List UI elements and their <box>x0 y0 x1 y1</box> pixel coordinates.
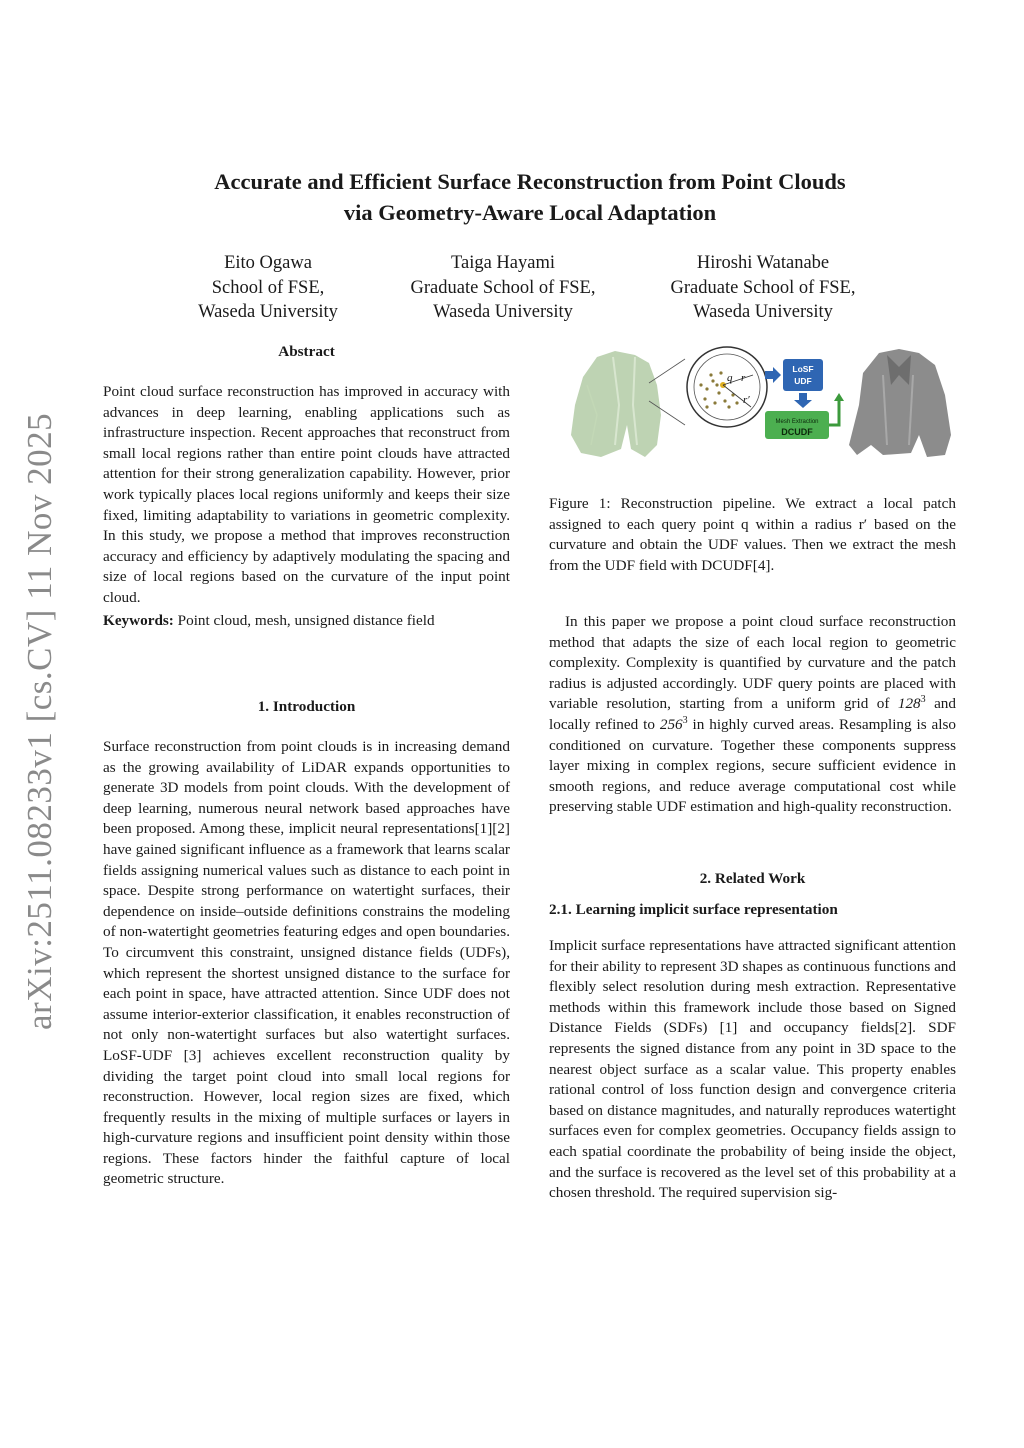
proposal-text-3: in highly curved areas. Resampling is also conditioned on curvature. Together these components suppress layer mixing in complex regions, secure sufficient evidence in smooth regions, and reduce average computational cost while preserving stable UDF estimation and high-quality reconstruction. <box>549 715 956 816</box>
exponent-1: 3 <box>920 694 926 706</box>
zoom-line-top <box>649 359 685 383</box>
abstract-section <box>103 342 510 631</box>
arrow-to-mesh <box>829 393 844 425</box>
losf-label-line1: LoSF <box>792 364 814 374</box>
losf-udf-box <box>783 359 823 391</box>
pipeline-diagram <box>557 345 957 465</box>
figure-1-caption: Figure 1: Reconstruction pipeline. We extract a local patch assigned to each query point q within a radius r′ based on the curvature and obtain the UDF values. Then we extract the mesh from the UDF field with DCUDF[4]. <box>549 495 956 574</box>
keywords-text: Point cloud, mesh, unsigned distance field <box>177 611 435 629</box>
arxiv-identifier: arXiv:2511.08233v1 [cs.CV] 11 Nov 2025 <box>20 412 59 1030</box>
dcudf-box <box>765 411 829 439</box>
title-line-2: via Geometry-Aware Local Adaptation <box>343 200 717 225</box>
output-mesh <box>849 349 951 457</box>
abstract-heading: Abstract <box>278 343 335 360</box>
author-dept: School of FSE, <box>211 277 325 298</box>
keywords-line <box>103 611 510 632</box>
introduction-body: Surface reconstruction from point clouds is in increasing demand as the growing availability of LiDAR expands opportunities to generate 3D models from point clouds. With the development of deep learning, numerous neural network based approaches have been proposed. Among these, implicit neural representations[1][2] have gained significant influence as a framework that learns scalar fields assigning numerical values such as distance to each point in space. Despite strong performance on watertight surfaces, their dependence on inside–outside definitions constrains the modeling of non-watertight geometries featuring edges and open boundaries. To circumvent this constraint, unsigned distance fields (UDFs), which represent the shortest unsigned distance to the surface for each point in space, have attracted attention. Since UDF does not assume interior-exterior classification, it enables reconstruction of not only non-watertight surfaces but also watertight surfaces. LoSF-UDF [3] achieves excellent reconstruction quality by dividing the target point cloud into small local regions for reconstruction. However, local region sizes are fixed, which frequently results in the mixing of multiple surfaces or layers in high-curvature regions and insufficient point density within those regions. These factors hinder the faithful capture of local geometric structure. <box>103 738 510 1188</box>
arrow-down-icon <box>794 393 812 408</box>
abstract-body: Point cloud surface reconstruction has improved in accuracy with advances in deep learning, enabling applications such as infrastructure inspection. Recent approaches that reconstruct from small local regions rather than entire point clouds have attracted attention for their strong generalization capability. However, prior work typically places local regions uniformly and keeps their size fixed, limiting adaptability to variations in geometric complexity. In this study, we propose a method that improves reconstruction accuracy and efficiency by adaptively modulating the spacing and size of local regions based on the curvature of the input point cloud. <box>103 383 510 606</box>
dcudf-label-line1: Mesh Extraction <box>775 419 819 425</box>
proposal-paragraph <box>549 612 956 818</box>
author-dept: Graduate School of FSE, <box>670 277 856 298</box>
author-block-1 <box>168 251 368 325</box>
related-work-subheading: 2.1. Learning implicit surface representation <box>549 901 838 918</box>
related-work-section <box>549 869 956 1204</box>
label-r: r <box>741 372 746 384</box>
local-patch-circle <box>687 347 767 427</box>
arrow-to-losf <box>765 367 781 383</box>
value-128: 128 <box>897 695 921 713</box>
dcudf-label-line2: DCUDF <box>781 427 813 437</box>
related-work-body: Implicit surface representations have attracted significant attention for their ability to represent 3D shapes as continuous functions and flexibly select resolution during mesh extraction. Representative methods within this framework include those based on Signed Distance Fields (SDFs) [1] and occupancy fields[2]. SDF represents the signed distance from any point in 3D space to the nearest object surface as a scalar value. This property enables rational control of loss function design and convergence criteria based on distance magnitudes, and naturally reproduces watertight surfaces even for complex geometries. Occupancy fields assign to each spatial coordinate the probability of being inside the object, and the surface is recovered as the level set of this probability at a chosen threshold. The required supervision sig- <box>549 937 956 1202</box>
value-256: 256 <box>659 715 683 733</box>
exponent-2: 3 <box>682 714 688 726</box>
introduction-heading: 1. Introduction <box>257 698 356 715</box>
input-point-cloud <box>571 351 661 457</box>
losf-label-line2: UDF <box>794 376 812 386</box>
author-name: Eito Ogawa <box>224 253 312 273</box>
figure-1 <box>557 345 957 465</box>
author-name: Hiroshi Watanabe <box>696 253 830 273</box>
author-name: Taiga Hayami <box>450 253 555 273</box>
introduction-section <box>103 697 510 1190</box>
author-block-2 <box>378 251 628 325</box>
title-line-1: Accurate and Efficient Surface Reconstruction from Point Clouds <box>214 169 846 194</box>
keywords-label: Keywords: <box>103 611 174 629</box>
author-univ: Waseda University <box>693 302 833 322</box>
label-q: q <box>727 372 733 384</box>
author-univ: Waseda University <box>433 302 573 322</box>
proposal-text-2: and locally refined to <box>549 695 956 733</box>
paper-title <box>100 166 960 228</box>
proposal-text-1: In this paper we propose a point cloud surface reconstruction method that adapts the size of each local region to geometric complexity. Complexity is quantified by curvature and the patch radius is adjusted accordingly. UDF query points are placed with variable resolution, starting from a uniform grid of <box>549 613 956 713</box>
label-r-prime: r′ <box>743 394 750 406</box>
author-univ: Waseda University <box>198 302 338 322</box>
author-dept: Graduate School of FSE, <box>410 277 596 298</box>
author-block-3 <box>638 251 888 325</box>
related-work-heading: 2. Related Work <box>699 870 806 887</box>
